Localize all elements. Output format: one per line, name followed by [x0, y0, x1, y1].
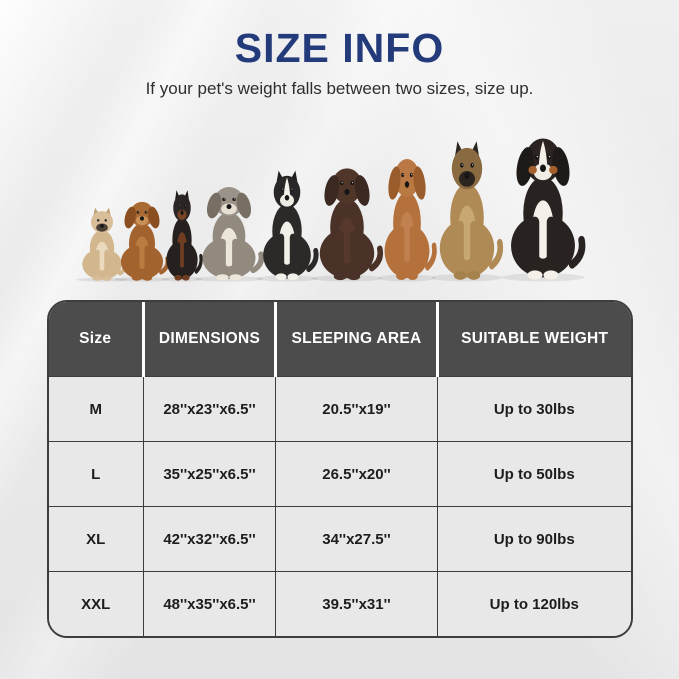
column-header-sleeping-area: SLEEPING AREA [276, 302, 438, 377]
cell-size: L [49, 442, 144, 507]
cell-sleeping-area: 20.5''x19'' [276, 377, 438, 442]
column-header-suitable-weight: SUITABLE WEIGHT [438, 302, 631, 377]
size-table-container [47, 300, 633, 638]
size-table-header [49, 302, 631, 377]
table-row-l [49, 442, 631, 507]
cell-dimensions: 42''x32''x6.5'' [144, 507, 276, 572]
column-header-dimensions: DIMENSIONS [144, 302, 276, 377]
cell-sleeping-area: 26.5''x20'' [276, 442, 438, 507]
cell-size: M [49, 377, 144, 442]
column-header-size: Size [49, 302, 144, 377]
cell-suitable-weight: Up to 30lbs [438, 377, 631, 442]
size-table [49, 302, 631, 636]
cell-suitable-weight: Up to 90lbs [438, 507, 631, 572]
page-subtitle: If your pet's weight falls between two sizes, size up. [145, 79, 534, 98]
cell-dimensions: 48''x35''x6.5'' [144, 572, 276, 637]
table-row-xl [49, 507, 631, 572]
cell-dimensions: 35''x25''x6.5'' [144, 442, 276, 507]
cell-size: XXL [49, 572, 144, 637]
dog-bernese-mountain-dog [496, 128, 590, 287]
cell-sleeping-area: 39.5''x31'' [276, 572, 438, 637]
cell-suitable-weight: Up to 50lbs [438, 442, 631, 507]
dog-german-shepherd [427, 138, 507, 287]
dog-lineup-image [0, 101, 679, 287]
table-row-xxl [49, 572, 631, 637]
cell-dimensions: 28''x23''x6.5'' [144, 377, 276, 442]
cell-sleeping-area: 34''x27.5'' [276, 507, 438, 572]
table-row-m [49, 377, 631, 442]
cell-size: XL [49, 507, 144, 572]
page-title: SIZE INFO [234, 25, 445, 71]
cell-suitable-weight: Up to 120lbs [438, 572, 631, 637]
